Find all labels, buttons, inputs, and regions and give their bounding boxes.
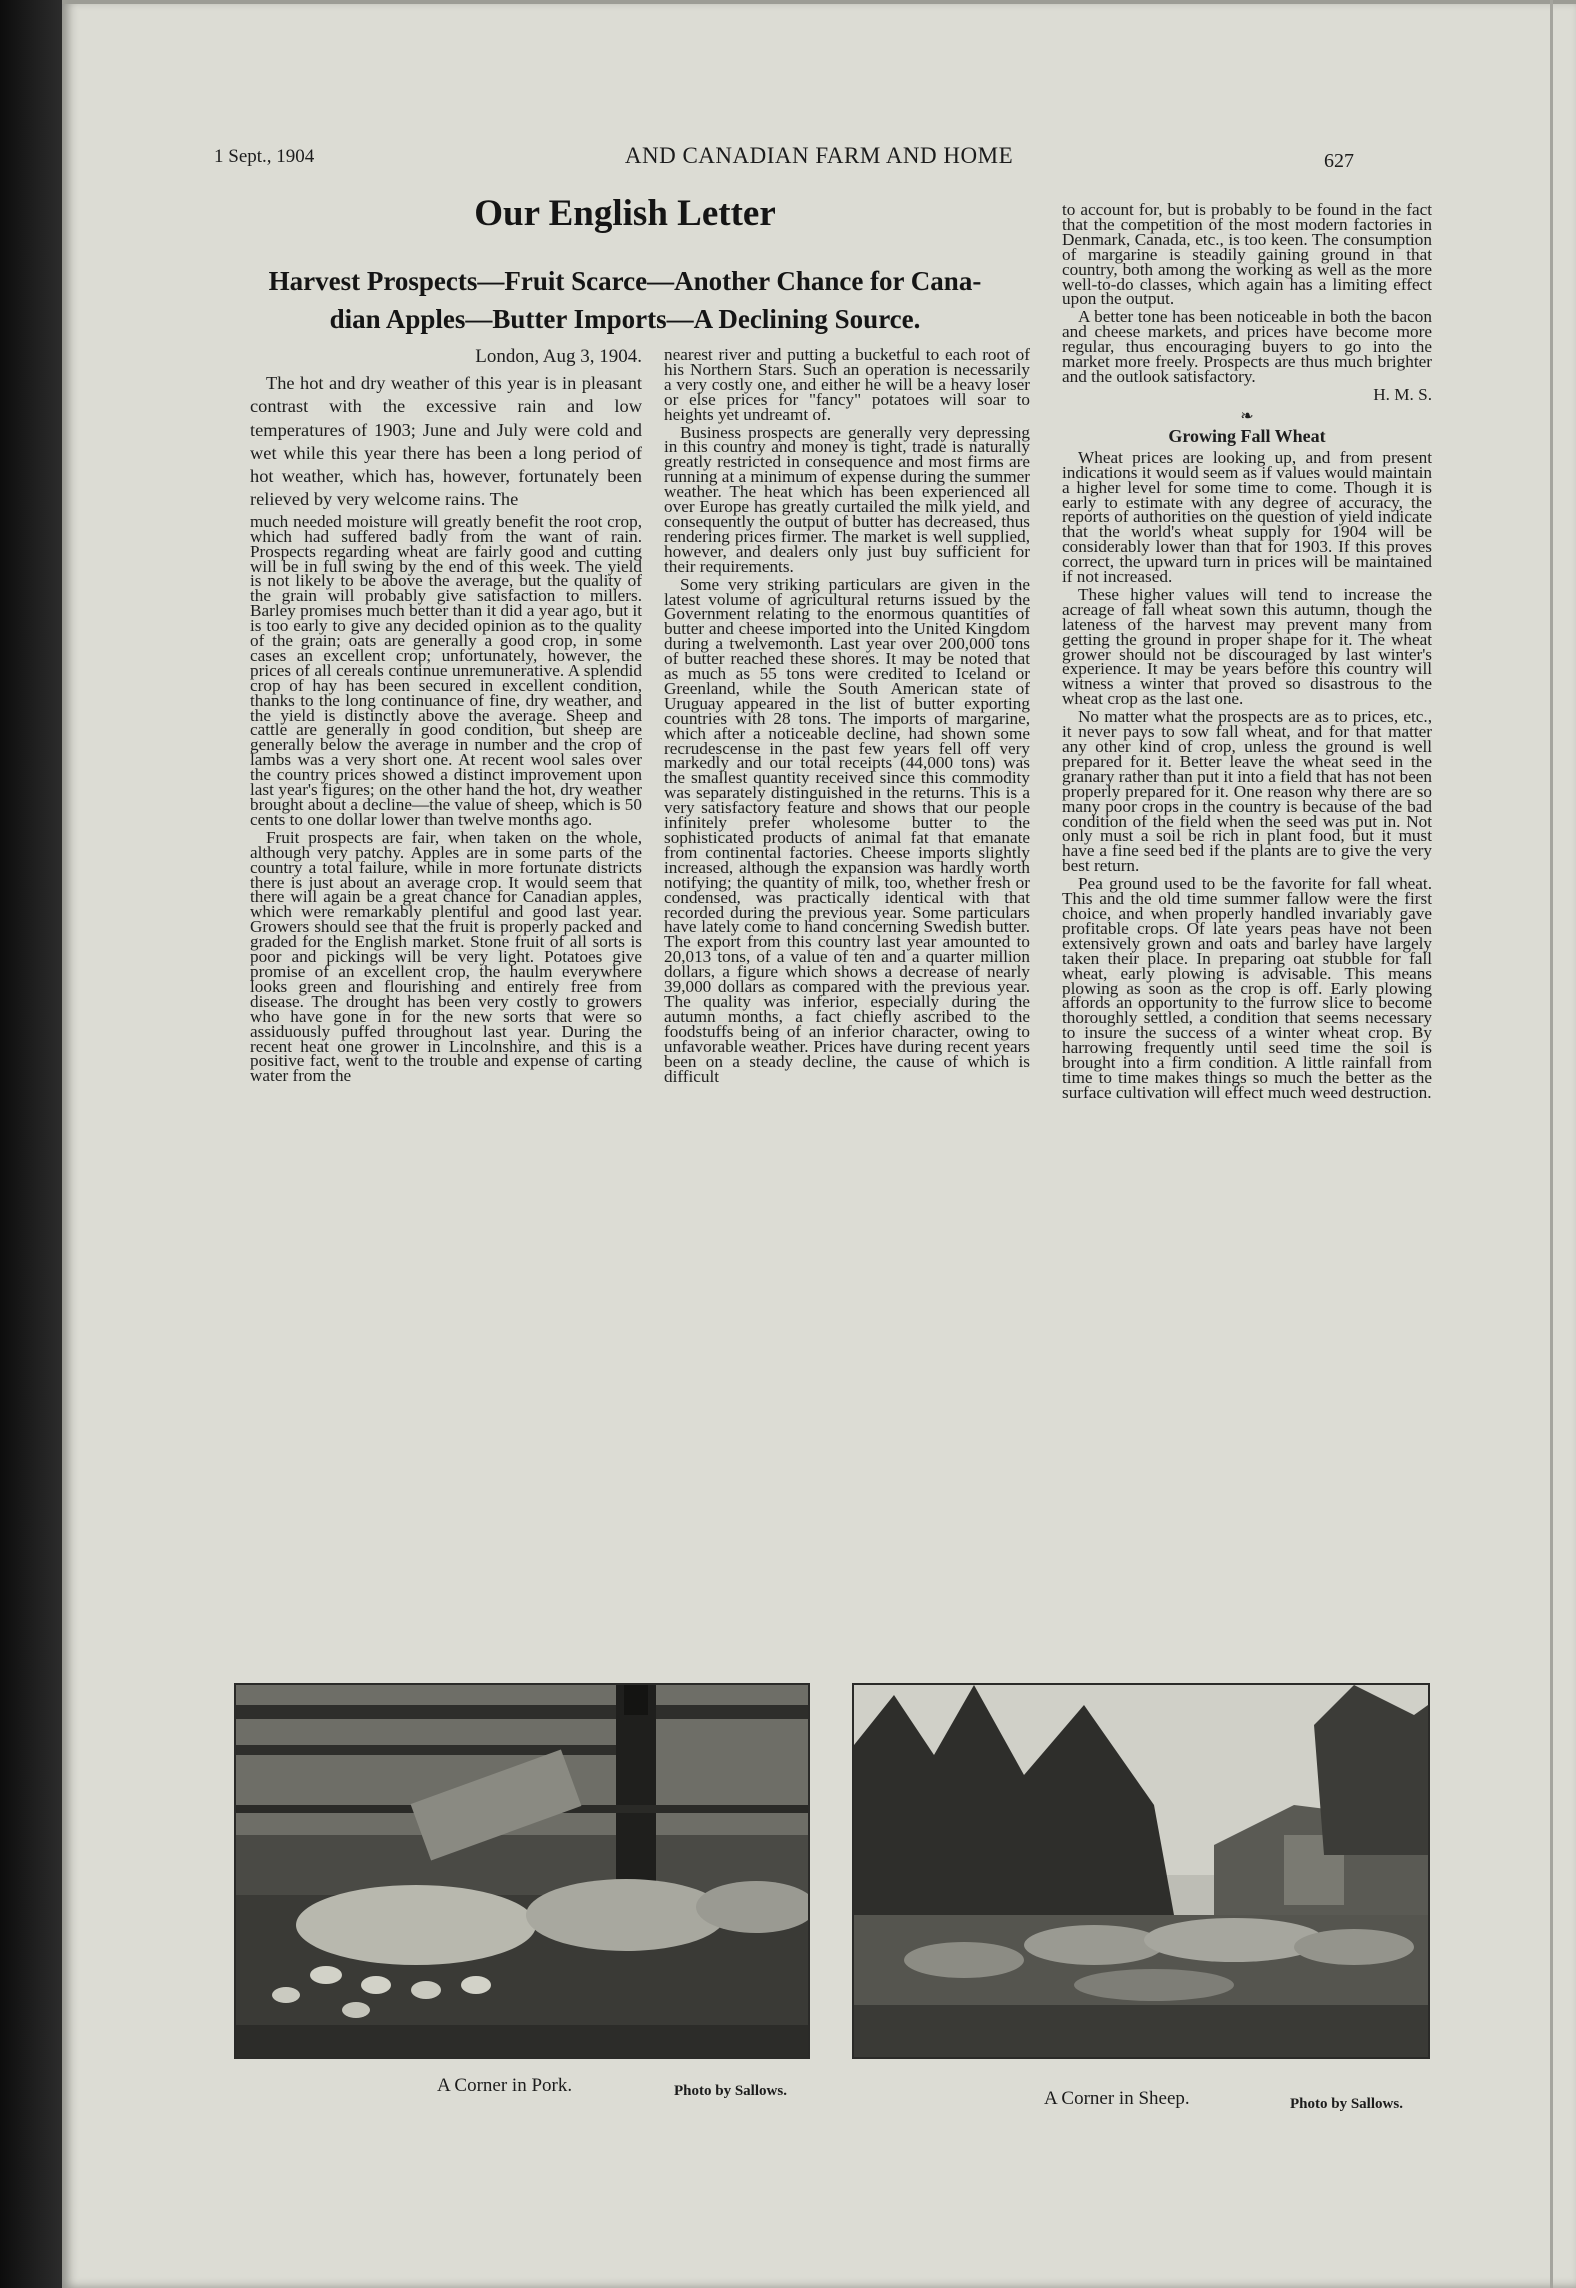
running-head xyxy=(62,143,1576,186)
paragraph: to account for, but is probably to be found in the fact that the competition of the most modern factories in Denmark, Canada, etc., is too keen. The consumption of margarine is steadily gaining ground in that country, both among the working as well as the more well-to-do classes, which again has a limiting effect upon the output. xyxy=(1062,203,1432,309)
photo-sheep xyxy=(852,1683,1430,2059)
figure-caption: A Corner in Pork. xyxy=(437,2075,573,2096)
sheep-flock-image xyxy=(854,1685,1428,2057)
paragraph: Some very striking particulars are given in the latest volume of agricultural returns issued by the Government relating to the enormous quantities of butter and cheese imported into the United Kingdom during a twelvemonth. Last year over 200,000 tons of butter reached these shores. It may be noted that as much as 55 tons were credited to Iceland or Greenland, while the South American state of Uruguay appeared in the list of butter exporting countries with 28 tons. The imports of margarine, which after a noticeable decline, had shown some recrudescense in the past few years fell off very markedly and our total receipts (44,000 tons) was the smallest quantity received since this commodity was separately distinguished in the returns. This is a very satisfactory feature and shows that our people infinitely prefer wholesome butter to the sophisticated products of animal fat that emanate from continental factories. Cheese imports slightly increased, although the expansion was hardly worth notifying; the quantity of milk, too, whether fresh or condensed, was practically identical with that recorded during the previous year. Some particulars have lately come to hand concerning Swedish butter. The export from this country last year amounted to 20,013 tons, of a value of ten and a quarter million dollars, a figure which shows a decrease of nearly 39,000 dollars as compared with the previous year. The quality was inferior, especially during the autumn months, a fact chiefly ascribed to the foodstuffs being of an inferior character, owing to unfavorable weather. Prices have during recent years been on a steady decline, the cause of which is difficult xyxy=(664,574,1030,1086)
scan-dark-margin xyxy=(0,0,62,2288)
paragraph: A better tone has been noticeable in both the bacon and cheese markets, and prices have become more regular, thus encouraging buyers to go into the market more freely. Prospects are thus much brighter and the outlook satisfactory. xyxy=(1062,307,1432,386)
paragraph: Fruit prospects are fair, when taken on the whole, although very patchy. Apples are in some parts of the country a total failure, while in more fortunate districts there is just about an average crop. It would seem that there will again be a great chance for Canadian apples, which were remarkably plentiful and good last year. Growers should see that the fruit is properly packed and graded for the English market. Stone fruit of all sorts is poor and pickings will be very light. Potatoes give promise of an excellent crop, the haulm everywhere looks green and flourishing and entirely free from disease. The drought has been very costly to growers who have gone in for the new sorts that were so assiduously puffed throughout last year. During the recent heat one grower in Lincolnshire, and this is a positive fact, went to the trouble and expense of carting water from the xyxy=(250,827,642,1086)
paragraph: The hot and dry weather of this year is in pleasant contrast with the excessive rain and low temperatures of 1903; June and July were cold and wet while this year there has been a long period of hot weather, which has, however, fortunately been relieved by very welcome rains. The xyxy=(250,373,642,510)
pig-pen-image xyxy=(236,1685,808,2057)
article-headline: Our English Letter xyxy=(474,193,776,234)
publication-title: AND CANADIAN FARM AND HOME xyxy=(624,143,1014,168)
photo-credit: Photo by Sallows. xyxy=(674,2083,787,2099)
page-right-edge xyxy=(1550,0,1553,2288)
article-subhead xyxy=(212,262,1038,338)
paragraph: Wheat prices are looking up, and from present indications it would seem as if values would maintain a higher level for some time to come. Though it is early to estimate with any degree of accuracy, the reports of authorities on the question of yield indicate that the world's wheat supply for 1904 will be considerably lower than that for 1903. If this proves correct, the upward turn in prices will be maintained if not increased. xyxy=(1062,447,1432,587)
newspaper-page xyxy=(62,0,1576,2288)
paragraph: These higher values will tend to increase the acreage of fall wheat sown this autumn, though the lateness of the harvest may prevent many from getting the ground in proper shape for it. The wheat grower should not be discouraged by last winter's experience. It may be years before this country will witness a winter that proved so disastrous to the wheat crop as the last one. xyxy=(1062,584,1432,709)
paragraph: much needed moisture will greatly benefit the root crop, which had suffered badly from the want of rain. Prospects regarding wheat are fairly good and cutting will be in full swing by the end of this week. The yield is not likely to be above the average, but the quality of the grain will probably give satisfaction to millers. Barley promises much better than it did a year ago, but it is too early to give any decided opinion as to the quality of the grain; oats are generally a good crop, in some cases an excellent crop; unfortunately, however, the prices of all cereals continue unremunerative. A splendid crop of hay has been secured in excellent condition, thanks to the long continuance of fine, dry weather, and the yield is distinctly above the average. Sheep and cattle are generally in good condition, but sheep are generally below the average in number and the crop of lambs was a very short one. At recent wool sales over the country prices showed a distinct improvement upon last year's figures; on the other hand the hot, dry weather brought about a decline—the value of sheep, which is 50 cents to one dollar lower than twelve months ago. xyxy=(250,511,642,829)
paragraph: Business prospects are generally very depressing in this country and money is tight, trade is naturally greatly restricted in consequence and most firms are running at a minimum of expense during the summer weather. The heat which has been experienced all over Europe has greatly curtailed the milk yield, and consequently the output of butter has decreased, thus rendering prices firmer. The market is well supplied, however, and dealers only just buy sufficient for their requirements. xyxy=(664,422,1030,576)
paragraph: No matter what the prospects are as to prices, etc., it never pays to sow fall wheat, and for that matter any other kind of crop, unless the ground is well prepared for it. Better leave the wheat seed in the granary rather than put it into a field that has not been properly prepared for it. One reason why there are so many poor crops in the country is because of the bad condition of the field when the seed was put in. Not only must a soil be rich in plant food, but it must have a fine seed bed if the plants are to give the very best return. xyxy=(1062,707,1432,876)
issue-date: 1 Sept., 1904 xyxy=(214,146,315,167)
figure-caption: A Corner in Sheep. xyxy=(1044,2088,1190,2109)
page-top-edge xyxy=(62,0,1576,4)
column-1 xyxy=(250,348,642,1668)
dateline: London, Aug 3, 1904. xyxy=(475,348,642,367)
column-3 xyxy=(1062,203,1432,1668)
paragraph: nearest river and putting a bucketful to each root of his Northern Stars. Such an operation is necessarily a very costly one, and either he will be a heavy loser or else prices for "fancy" potatoes will soar to heights yet undreamt of. xyxy=(664,348,1030,424)
subhead-line-2: dian Apples—Butter Imports—A Declining Source. xyxy=(329,304,921,334)
paragraph: Pea ground used to be the favorite for fall wheat. This and the old time summer fallow were the first choice, and when properly handled invariably gave profitable crops. Of late years peas have not been extensively grown and oats and barley have largely taken their place. In preparing oat stubble for fall wheat, early plowing is advisable. This means plowing as soon as the crop is off. Early plowing affords an opportunity to the furrow slice to become thoroughly settled, a condition that seems necessary to insure the success of a winter wheat crop. By harrowing frequently until seed time the soil is brought into a firm condition. A little rainfall from time to time makes things so much the better as the surface cultivation will effect much weed destruction. xyxy=(1062,874,1432,1102)
author-signature: H. M. S. xyxy=(1373,384,1432,404)
photo-credit: Photo by Sallows. xyxy=(1290,2096,1403,2112)
photo-pigs xyxy=(234,1683,810,2059)
column-2 xyxy=(664,348,1030,1668)
subhead-line-1: Harvest Prospects—Fruit Scarce—Another Chance for Cana- xyxy=(268,266,982,296)
fleuron-ornament-icon: ❧ xyxy=(1240,407,1254,425)
page-number: 627 xyxy=(1324,150,1354,172)
section-heading: Growing Fall Wheat xyxy=(1168,425,1326,446)
